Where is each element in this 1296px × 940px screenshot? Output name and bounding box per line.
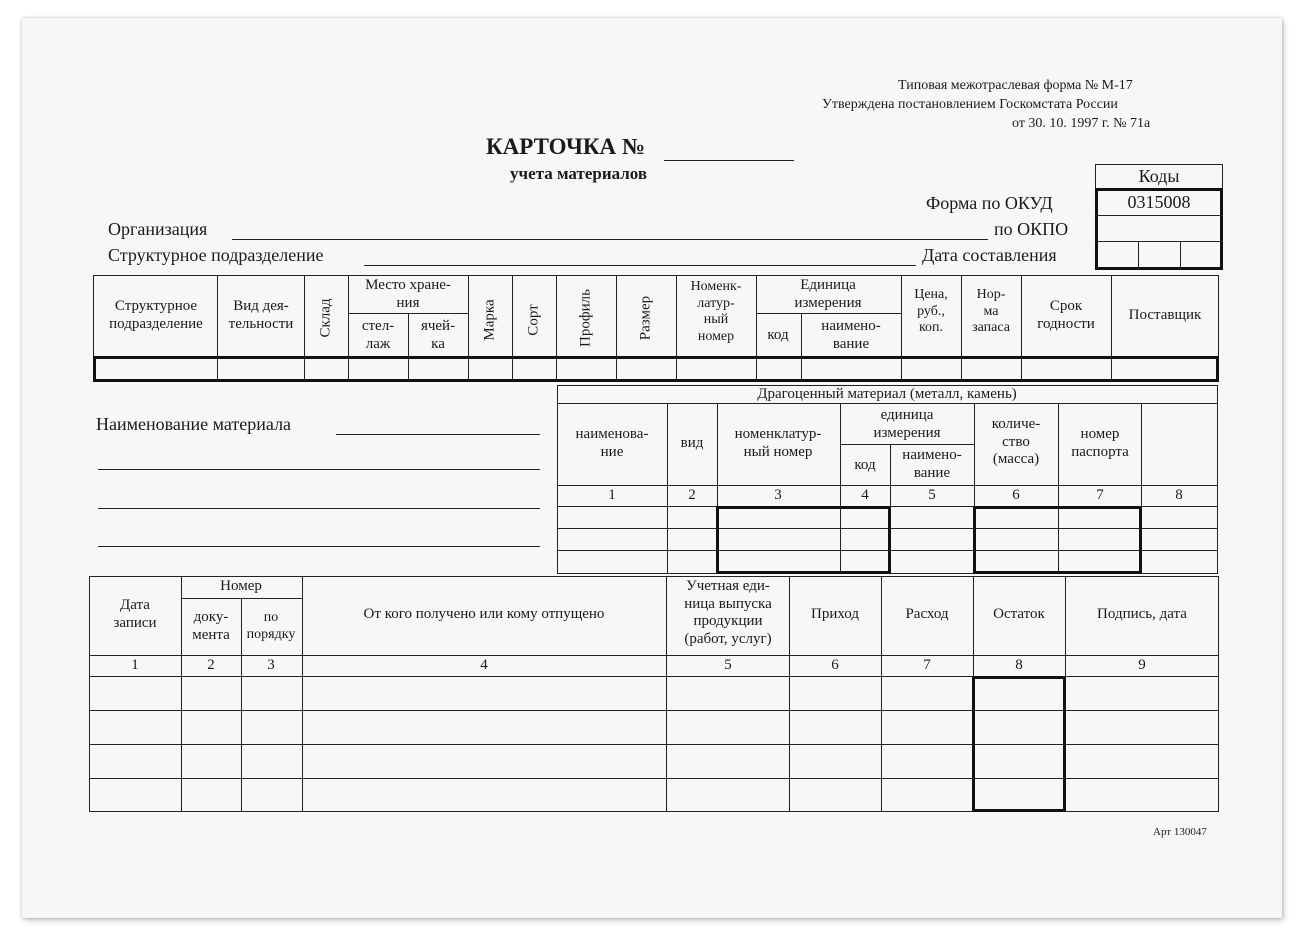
journal-num-3: 3 [267, 657, 275, 673]
date-code-field[interactable] [1098, 243, 1220, 268]
journal-num-2: 2 [207, 657, 215, 673]
precious-title: Драгоценный материал (металл, камень) [757, 386, 1017, 402]
journal-num-9: 9 [1138, 657, 1146, 673]
precious-num-3: 3 [774, 487, 782, 503]
material-card-entry-row[interactable] [93, 356, 1219, 382]
journal-num-4: 4 [480, 657, 488, 673]
journal-col-unit: Учетная еди- ница выпуска продукции (работ, услуг) [684, 578, 772, 648]
journal-col-order: по порядку [246, 610, 296, 642]
department-field[interactable] [364, 245, 916, 266]
precious-col-unit: единица измерения [873, 407, 941, 441]
material-name-label: Наименование материала [96, 414, 292, 434]
codes-label: Коды [1138, 166, 1180, 186]
precious-num-8: 8 [1175, 487, 1183, 503]
col-unit-name: наимено- вание [821, 318, 881, 352]
precious-col-nomenclature: номенклатур- ный номер [734, 426, 822, 460]
card-title: КАРТОЧКА № [486, 134, 646, 159]
journal-num-6: 6 [831, 657, 839, 673]
col-norm: Нор- ма запаса [972, 287, 1010, 336]
col-rack: стел- лаж [361, 318, 395, 352]
precious-col-name: наименова- ние [575, 426, 649, 460]
col-profile: Профиль [577, 289, 594, 347]
col-cell: ячей- ка [420, 318, 456, 352]
journal-col-number: Номер [220, 578, 262, 594]
precious-col-unit-name: наимено- вание [902, 447, 962, 481]
col-activity: Вид дея- тельности [228, 298, 294, 332]
precious-col-unit-code: код [854, 457, 876, 473]
precious-num-5: 5 [928, 487, 936, 503]
precious-num-1: 1 [608, 487, 616, 503]
precious-num-4: 4 [861, 487, 869, 503]
col-supplier: Поставщик [1128, 307, 1202, 323]
date-label: Дата составления [922, 245, 1057, 265]
journal-num-1: 1 [131, 657, 139, 673]
article-number: Арт 130047 [1153, 826, 1207, 838]
precious-col-kind: вид [680, 435, 704, 451]
col-storage: Место хране- ния [365, 277, 451, 311]
col-shelf-life: Срок годности [1037, 298, 1095, 332]
balance-bold-block [972, 676, 1066, 812]
material-name-line-4[interactable] [98, 526, 540, 547]
journal-col-from-to: От кого получено или кому отпущено [363, 606, 605, 622]
col-grade: Сорт [525, 304, 542, 336]
col-size: Размер [637, 295, 654, 341]
journal-col-income: Приход [811, 606, 859, 622]
material-name-field[interactable] [336, 414, 540, 435]
precious-bold-block-2 [973, 506, 1142, 574]
precious-bold-block-1 [716, 506, 891, 574]
okpo-code-field[interactable] [1098, 217, 1220, 239]
form-type-line2: Утверждена постановлением Госкомстата России [822, 97, 1118, 112]
organization-label: Организация [108, 219, 208, 239]
card-number-field[interactable] [664, 138, 794, 161]
journal-col-expense: Расход [905, 606, 949, 622]
journal-num-5: 5 [724, 657, 732, 673]
precious-num-2: 2 [688, 487, 696, 503]
col-nomenclature: Номенк- латур- ный номер [690, 279, 742, 344]
precious-col-quantity: количе- ство (масса) [991, 416, 1041, 468]
journal-col-balance: Остаток [993, 606, 1045, 622]
form-type-line1: Типовая межотраслевая форма № М-17 [898, 78, 1133, 93]
material-name-line-2[interactable] [98, 449, 540, 470]
precious-num-7: 7 [1096, 487, 1104, 503]
form-type-line3: от 30. 10. 1997 г. № 71а [1012, 116, 1151, 131]
precious-num-6: 6 [1012, 487, 1020, 503]
journal-num-8: 8 [1015, 657, 1023, 673]
col-unit: Единица измерения [794, 277, 862, 311]
col-warehouse: Склад [317, 298, 334, 338]
journal-col-document: доку- мента [192, 609, 230, 643]
col-struct: Структурное подразделение [109, 298, 203, 332]
okud-code: 0315008 [1127, 192, 1191, 212]
col-price: Цена, руб., коп. [914, 287, 948, 336]
precious-col-passport: номер паспорта [1071, 426, 1129, 460]
organization-field[interactable] [232, 219, 988, 240]
col-unit-code: код [767, 327, 789, 343]
journal-num-7: 7 [923, 657, 931, 673]
department-label: Структурное подразделение [108, 245, 324, 265]
journal-col-date: Дата записи [113, 597, 157, 631]
okpo-label: по ОКПО [994, 219, 1069, 239]
card-subtitle: учета материалов [510, 164, 648, 183]
material-name-line-3[interactable] [98, 488, 540, 509]
col-brand: Марка [481, 299, 498, 341]
journal-col-signature: Подпись, дата [1097, 606, 1187, 622]
okud-label: Форма по ОКУД [926, 193, 1053, 213]
